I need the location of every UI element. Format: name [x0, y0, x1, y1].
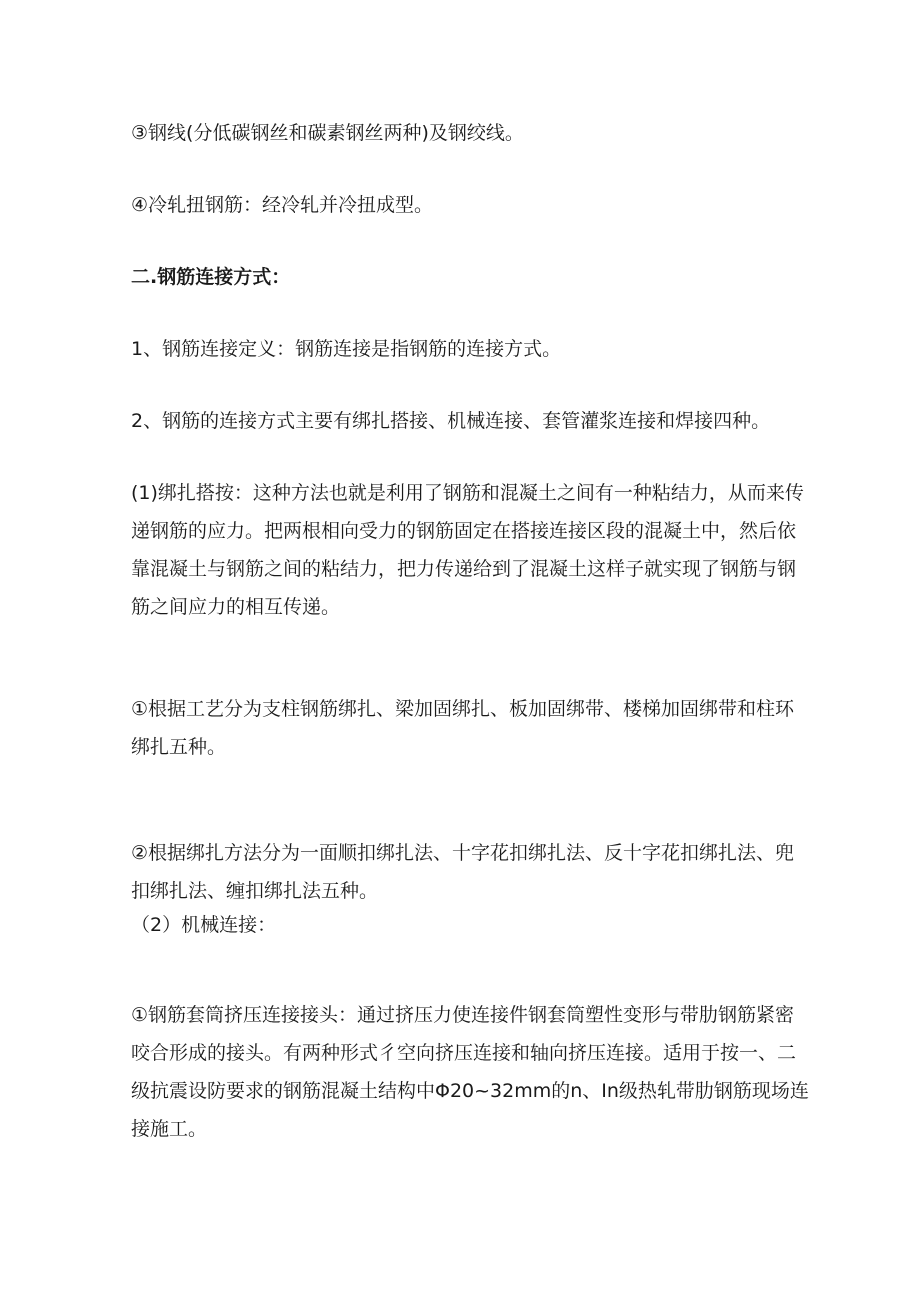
paragraph-connection-definition: 1、钢筋连接定义：钢筋连接是指钢筋的连接方式。: [131, 338, 562, 360]
paragraph-mechanical-heading: （2）机械连接：: [131, 914, 277, 936]
paragraph-lap-splice: (1)绑扎搭按：这种方法也就是利用了钢筋和混凝土之间有一种粘结力，从而来传递钢筋的应力。把两根相向受力的钢筋固定在搭接连接区段的混凝土中，然后依靠混凝土与钢筋之间的粘结力，把力传递给到了混凝土这样子就实现了钢筋与钢筋之间应力的相互传递。: [131, 482, 804, 618]
paragraph-process-classification: ①根据工艺分为支柱钢筋绑扎、梁加固绑扎、板加固绑带、楼梯加固绑带和柱环绑扎五种。: [131, 698, 795, 758]
paragraph-sleeve-extrusion: ①钢筋套筒挤压连接接头：通过挤压力使连接件钢套筒塑性变形与带肋钢筋紧密咬合形成的接头。有两种形式彳空向挤压连接和轴向挤压连接。适用于按一、二级抗震设防要求的钢筋混凝土结构中Φ20~32mm的n、In级热轧带肋钢筋现场连接施工。: [131, 1004, 809, 1140]
paragraph-method-classification: ②根据绑扎方法分为一面顺扣绑扎法、十字花扣绑扎法、反十字花扣绑扎法、兜扣绑扎法、缠扣绑扎法五种。: [131, 842, 795, 902]
paragraph-cold-rolled-twisted: ④冷轧扭钢筋：经冷轧并冷扭成型。: [131, 194, 434, 216]
section-heading-connection-methods: 二.钢筋连接方式：: [131, 266, 291, 288]
paragraph-steel-wire: ③钢线(分低碳钢丝和碳素钢丝两种)及钢绞线。: [131, 122, 524, 144]
paragraph-connection-types: 2、钢筋的连接方式主要有绑扎搭接、机械连接、套管灌浆连接和焊接四种。: [131, 410, 771, 432]
